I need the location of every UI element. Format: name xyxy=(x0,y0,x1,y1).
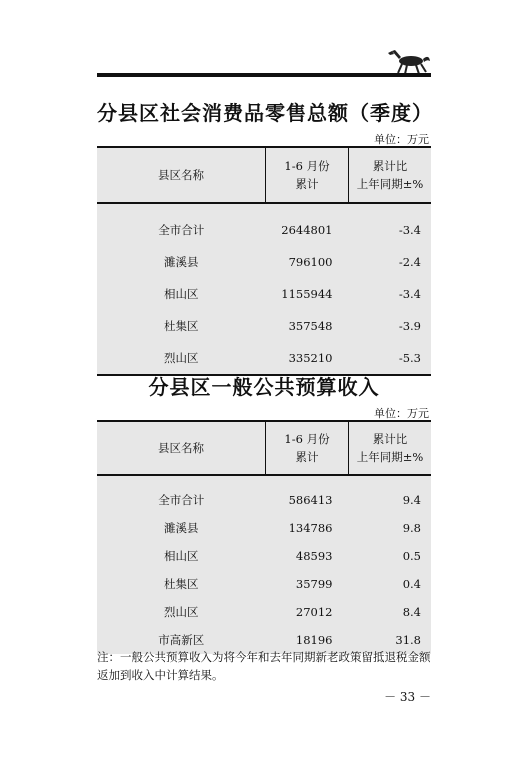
row-value: 35799 xyxy=(295,577,333,591)
row-name: 濉溪县 xyxy=(164,255,199,269)
row-change: -2.4 xyxy=(398,255,421,269)
page-number: － 33 － xyxy=(384,690,431,704)
row-value: 18196 xyxy=(295,633,333,647)
row-value: 134786 xyxy=(288,521,333,535)
horse-logo-icon xyxy=(386,46,432,76)
header-period xyxy=(266,421,349,475)
footnote: 注：一般公共预算收入为将今年和去年同期新老政策留抵退税金额返加到收入中计算结果。 xyxy=(97,650,431,682)
table-row xyxy=(97,542,431,570)
header-rule xyxy=(97,73,431,77)
table-row xyxy=(97,598,431,626)
retail-sales-table xyxy=(97,146,431,376)
row-name: 相山区 xyxy=(164,287,199,301)
row-value: 796100 xyxy=(288,255,333,269)
row-name: 杜集区 xyxy=(164,577,199,591)
header-period-label: 1-6 月份 xyxy=(284,432,330,446)
header-change-sub: 上年同期±% xyxy=(356,450,424,464)
row-change: 9.8 xyxy=(402,521,421,535)
row-change: 31.8 xyxy=(395,633,421,647)
row-change: -3.4 xyxy=(398,223,421,237)
row-value: 27012 xyxy=(295,605,333,619)
header-change-sub: 上年同期±% xyxy=(356,177,424,191)
budget-revenue-table xyxy=(97,420,431,654)
header-change-label: 累计比 xyxy=(372,432,408,446)
header-name xyxy=(97,147,266,203)
table1-title: 分县区社会消费品零售总额（季度） xyxy=(97,101,433,125)
row-change: 9.4 xyxy=(402,493,421,507)
table-row xyxy=(97,486,431,514)
header-name-label: 县区名称 xyxy=(158,168,204,182)
table-header-row xyxy=(97,147,431,203)
table-row xyxy=(97,514,431,542)
row-change: -3.9 xyxy=(398,319,421,333)
header-period-label: 1-6 月份 xyxy=(284,159,330,173)
table-spacer xyxy=(97,203,431,214)
table2-unit: 单位：万元 xyxy=(374,407,429,420)
row-value: 357548 xyxy=(288,319,333,333)
header-period-sub: 累计 xyxy=(295,177,319,191)
header-name-label: 县区名称 xyxy=(158,441,204,455)
table1-unit: 单位：万元 xyxy=(374,133,429,146)
row-value: 335210 xyxy=(266,342,349,375)
row-name: 市高新区 xyxy=(158,633,205,647)
table-row xyxy=(97,570,431,598)
row-value: 48593 xyxy=(295,549,333,563)
table-row xyxy=(97,214,431,246)
row-value: 586413 xyxy=(288,493,333,507)
row-name: 相山区 xyxy=(164,549,199,563)
row-change: 8.4 xyxy=(402,605,421,619)
row-change: 0.4 xyxy=(402,577,421,591)
table-spacer xyxy=(97,475,431,486)
table-row xyxy=(97,310,431,342)
row-name: 烈山区 xyxy=(97,342,266,375)
row-change: -3.4 xyxy=(398,287,421,301)
row-name: 杜集区 xyxy=(164,319,199,333)
row-value: 2644801 xyxy=(281,223,333,237)
header-period-sub: 累计 xyxy=(295,450,319,464)
table-row xyxy=(97,278,431,310)
header-change-label: 累计比 xyxy=(372,159,408,173)
row-name: 濉溪县 xyxy=(164,521,199,535)
table-row xyxy=(97,246,431,278)
row-name: 全市合计 xyxy=(158,223,205,237)
header-change xyxy=(349,421,432,475)
row-name: 烈山区 xyxy=(164,605,199,619)
header-change xyxy=(349,147,432,203)
header-period xyxy=(266,147,349,203)
row-change: 0.5 xyxy=(402,549,421,563)
header-name xyxy=(97,421,266,475)
table-header-row xyxy=(97,421,431,475)
row-value: 1155944 xyxy=(281,287,333,301)
row-name: 全市合计 xyxy=(158,493,205,507)
table2-title: 分县区一般公共预算收入 xyxy=(148,375,380,399)
row-change: -5.3 xyxy=(349,342,432,375)
